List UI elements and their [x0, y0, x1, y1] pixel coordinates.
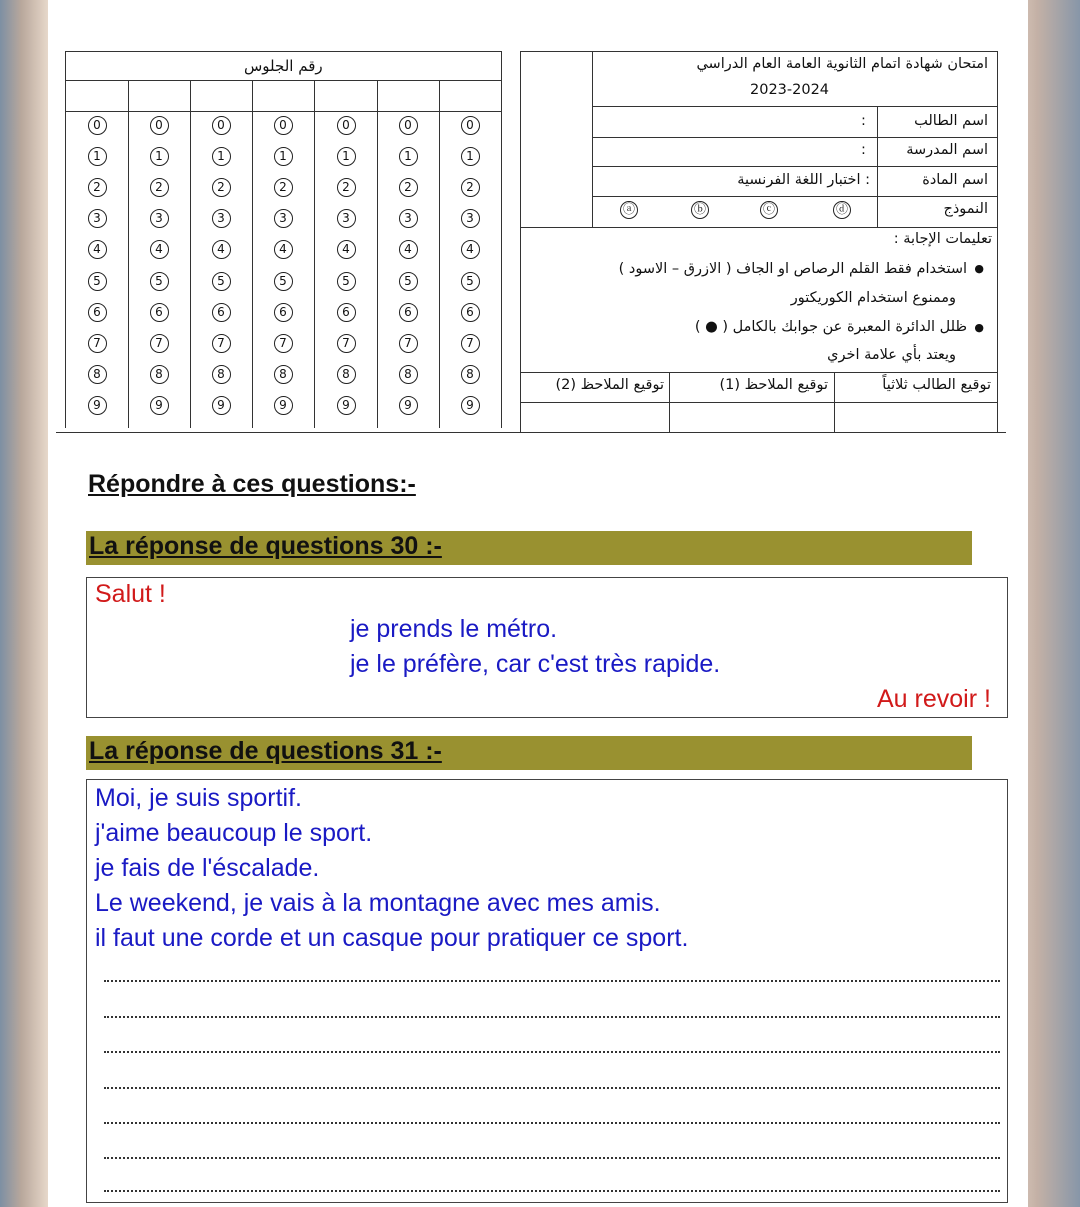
seat-digit-bubble[interactable]: 0 — [461, 116, 480, 135]
q31-line-5: il faut une corde et un casque pour pratiquer ce sport. — [95, 924, 689, 952]
question-31-title: La réponse de questions 31 :- — [89, 737, 442, 765]
subject-value: : اختبار اللغة الفرنسية — [737, 172, 870, 188]
seat-digit-bubble[interactable]: 8 — [88, 365, 107, 384]
seat-digit-bubble[interactable]: 4 — [399, 240, 418, 259]
academic-year: 2023-2024 — [750, 82, 830, 98]
seat-digit-bubble[interactable]: 8 — [212, 365, 231, 384]
question-30-title: La réponse de questions 30 :- — [89, 532, 442, 560]
seat-digit-bubble[interactable]: 4 — [461, 240, 480, 259]
model-option-d[interactable]: ⓓ — [833, 201, 851, 219]
seat-digit-bubble[interactable]: 2 — [274, 178, 293, 197]
seat-digit-bubble[interactable]: 5 — [337, 272, 356, 291]
seat-digit-bubble[interactable]: 4 — [274, 240, 293, 259]
seat-digit-bubble[interactable]: 1 — [150, 147, 169, 166]
seat-digit-bubble[interactable]: 1 — [212, 147, 231, 166]
seat-digit-bubble[interactable]: 1 — [337, 147, 356, 166]
seat-digit-bubble[interactable]: 3 — [212, 209, 231, 228]
seat-digit-bubble[interactable]: 8 — [337, 365, 356, 384]
seat-digit-bubble[interactable]: 6 — [337, 303, 356, 322]
q31-line-1: Moi, je suis sportif. — [95, 784, 303, 812]
question-30-bar — [86, 531, 972, 565]
seat-digit-bubble[interactable]: 0 — [337, 116, 356, 135]
blank-answer-line[interactable] — [104, 1087, 1000, 1089]
observer-2-signature-field[interactable] — [522, 404, 668, 431]
exam-title: امتحان شهادة اتمام الثانوية العامة العام الدراسي — [696, 56, 988, 72]
model-option-c[interactable]: ⓒ — [760, 201, 778, 219]
seat-digit-bubble[interactable]: 6 — [88, 303, 107, 322]
student-signature-label: توقيع الطالب ثلاثياً — [882, 377, 991, 393]
seat-digit-bubble[interactable]: 1 — [461, 147, 480, 166]
seat-digit-bubble[interactable]: 0 — [212, 116, 231, 135]
seat-digit-bubble[interactable]: 7 — [461, 334, 480, 353]
seat-digit-bubble[interactable]: 4 — [150, 240, 169, 259]
seat-digit-bubble[interactable]: 6 — [399, 303, 418, 322]
subject-label: اسم المادة — [922, 172, 988, 188]
seat-digit-bubble[interactable]: 0 — [399, 116, 418, 135]
seat-digit-bubble[interactable]: 7 — [88, 334, 107, 353]
blank-answer-line[interactable] — [104, 1122, 1000, 1124]
observer-2-signature-label: توقيع الملاحظ (2) — [555, 377, 664, 393]
seat-digit-bubble[interactable]: 0 — [274, 116, 293, 135]
instructions-title: تعليمات الإجابة : — [893, 231, 992, 247]
blank-answer-line[interactable] — [104, 1016, 1000, 1018]
question-30-answer-box[interactable] — [86, 577, 1008, 718]
model-label: النموذج — [943, 201, 988, 217]
seat-digit-bubble[interactable]: 4 — [212, 240, 231, 259]
seat-digit-bubble[interactable]: 7 — [399, 334, 418, 353]
seat-digit-bubble[interactable]: 5 — [399, 272, 418, 291]
seat-digit-bubble[interactable]: 9 — [274, 396, 293, 415]
model-option-a[interactable]: ⓐ — [620, 201, 638, 219]
blank-answer-line[interactable] — [104, 1190, 1000, 1192]
q31-line-2: j'aime beaucoup le sport. — [95, 819, 373, 847]
blank-answer-line[interactable] — [104, 1051, 1000, 1053]
school-name-label: اسم المدرسة — [906, 142, 988, 158]
seat-digit-bubble[interactable]: 2 — [399, 178, 418, 197]
model-option-b[interactable]: ⓑ — [691, 201, 709, 219]
seat-digit-bubble[interactable]: 9 — [150, 396, 169, 415]
q31-line-4: Le weekend, je vais à la montagne avec mes amis. — [95, 889, 661, 917]
seat-digit-bubble[interactable]: 9 — [88, 396, 107, 415]
school-name-colon: : — [861, 142, 866, 158]
q30-closing: Au revoir ! — [877, 685, 991, 713]
seat-digit-bubble[interactable]: 4 — [337, 240, 356, 259]
seat-digit-bubble[interactable]: 8 — [150, 365, 169, 384]
seat-digit-bubble[interactable]: 3 — [150, 209, 169, 228]
seat-digit-bubble[interactable]: 3 — [399, 209, 418, 228]
instruction-2-bullet: ● — [974, 321, 984, 334]
instruction-1b: وممنوع استخدام الكوريكتور — [790, 290, 956, 306]
observer-1-signature-label: توقيع الملاحظ (1) — [719, 377, 828, 393]
seat-digit-bubble[interactable]: 6 — [150, 303, 169, 322]
seat-digit-bubble[interactable]: 5 — [88, 272, 107, 291]
seat-digit-bubble[interactable]: 1 — [399, 147, 418, 166]
seat-digit-bubble[interactable]: 7 — [150, 334, 169, 353]
seat-digit-bubble[interactable]: 8 — [461, 365, 480, 384]
q31-line-3: je fais de l'éscalade. — [95, 854, 320, 882]
seat-digit-bubble[interactable]: 5 — [212, 272, 231, 291]
student-name-label: اسم الطالب — [914, 113, 988, 129]
seat-digit-bubble[interactable]: 3 — [88, 209, 107, 228]
question-31-bar — [86, 736, 972, 770]
student-signature-field[interactable] — [837, 404, 996, 431]
blank-answer-line[interactable] — [104, 980, 1000, 982]
seat-digit-bubble[interactable]: 6 — [274, 303, 293, 322]
answers-heading: Répondre à ces questions:- — [88, 470, 416, 498]
seat-digit-bubble[interactable]: 1 — [88, 147, 107, 166]
seat-digit-bubble[interactable]: 4 — [88, 240, 107, 259]
instruction-2b: ويعتد بأي علامة اخري — [827, 347, 956, 363]
blank-answer-line[interactable] — [104, 1157, 1000, 1159]
seat-digit-bubble[interactable]: 3 — [337, 209, 356, 228]
seat-digit-bubble[interactable]: 2 — [337, 178, 356, 197]
seat-digit-bubble[interactable]: 2 — [88, 178, 107, 197]
seat-digit-bubble[interactable]: 0 — [88, 116, 107, 135]
seat-digit-bubble[interactable]: 1 — [274, 147, 293, 166]
exam-page — [48, 0, 1028, 1207]
instruction-1a: استخدام فقط القلم الرصاص او الجاف ( الازرق – الاسود ) — [618, 261, 967, 277]
seat-digit-bubble[interactable]: 5 — [150, 272, 169, 291]
seat-digit-bubble[interactable]: 7 — [337, 334, 356, 353]
seat-digit-bubble[interactable]: 3 — [274, 209, 293, 228]
q30-line-2: je le préfère, car c'est très rapide. — [350, 650, 721, 678]
seat-digit-bubble[interactable]: 5 — [461, 272, 480, 291]
seat-digit-bubble[interactable]: 7 — [274, 334, 293, 353]
seat-digit-bubble[interactable]: 9 — [399, 396, 418, 415]
seat-digit-bubble[interactable]: 5 — [274, 272, 293, 291]
seat-digit-bubble[interactable]: 6 — [461, 303, 480, 322]
seat-digit-bubble[interactable]: 8 — [274, 365, 293, 384]
seat-digit-bubble[interactable]: 9 — [337, 396, 356, 415]
observer-1-signature-field[interactable] — [672, 404, 833, 431]
seat-digit-bubble[interactable]: 6 — [212, 303, 231, 322]
question-31-answer-box[interactable] — [86, 779, 1008, 1203]
seat-digit-bubble[interactable]: 2 — [212, 178, 231, 197]
seat-digit-bubble[interactable]: 8 — [399, 365, 418, 384]
seat-digit-bubble[interactable]: 0 — [150, 116, 169, 135]
seat-digit-bubble[interactable]: 2 — [150, 178, 169, 197]
instruction-2a: ظلل الدائرة المعبرة عن جوابك بالكامل ( ● ) — [694, 319, 967, 335]
q30-line-1: je prends le métro. — [350, 615, 558, 643]
seat-digit-bubble[interactable]: 9 — [461, 396, 480, 415]
q30-greeting: Salut ! — [95, 580, 166, 608]
seat-digit-bubble[interactable]: 3 — [461, 209, 480, 228]
seat-digit-bubble[interactable]: 7 — [212, 334, 231, 353]
seat-digit-bubble[interactable]: 9 — [212, 396, 231, 415]
seat-number-title: رقم الجلوس — [244, 57, 323, 75]
instruction-1-bullet: ● — [974, 262, 984, 275]
seat-digit-bubble[interactable]: 2 — [461, 178, 480, 197]
student-name-colon: : — [861, 113, 866, 129]
